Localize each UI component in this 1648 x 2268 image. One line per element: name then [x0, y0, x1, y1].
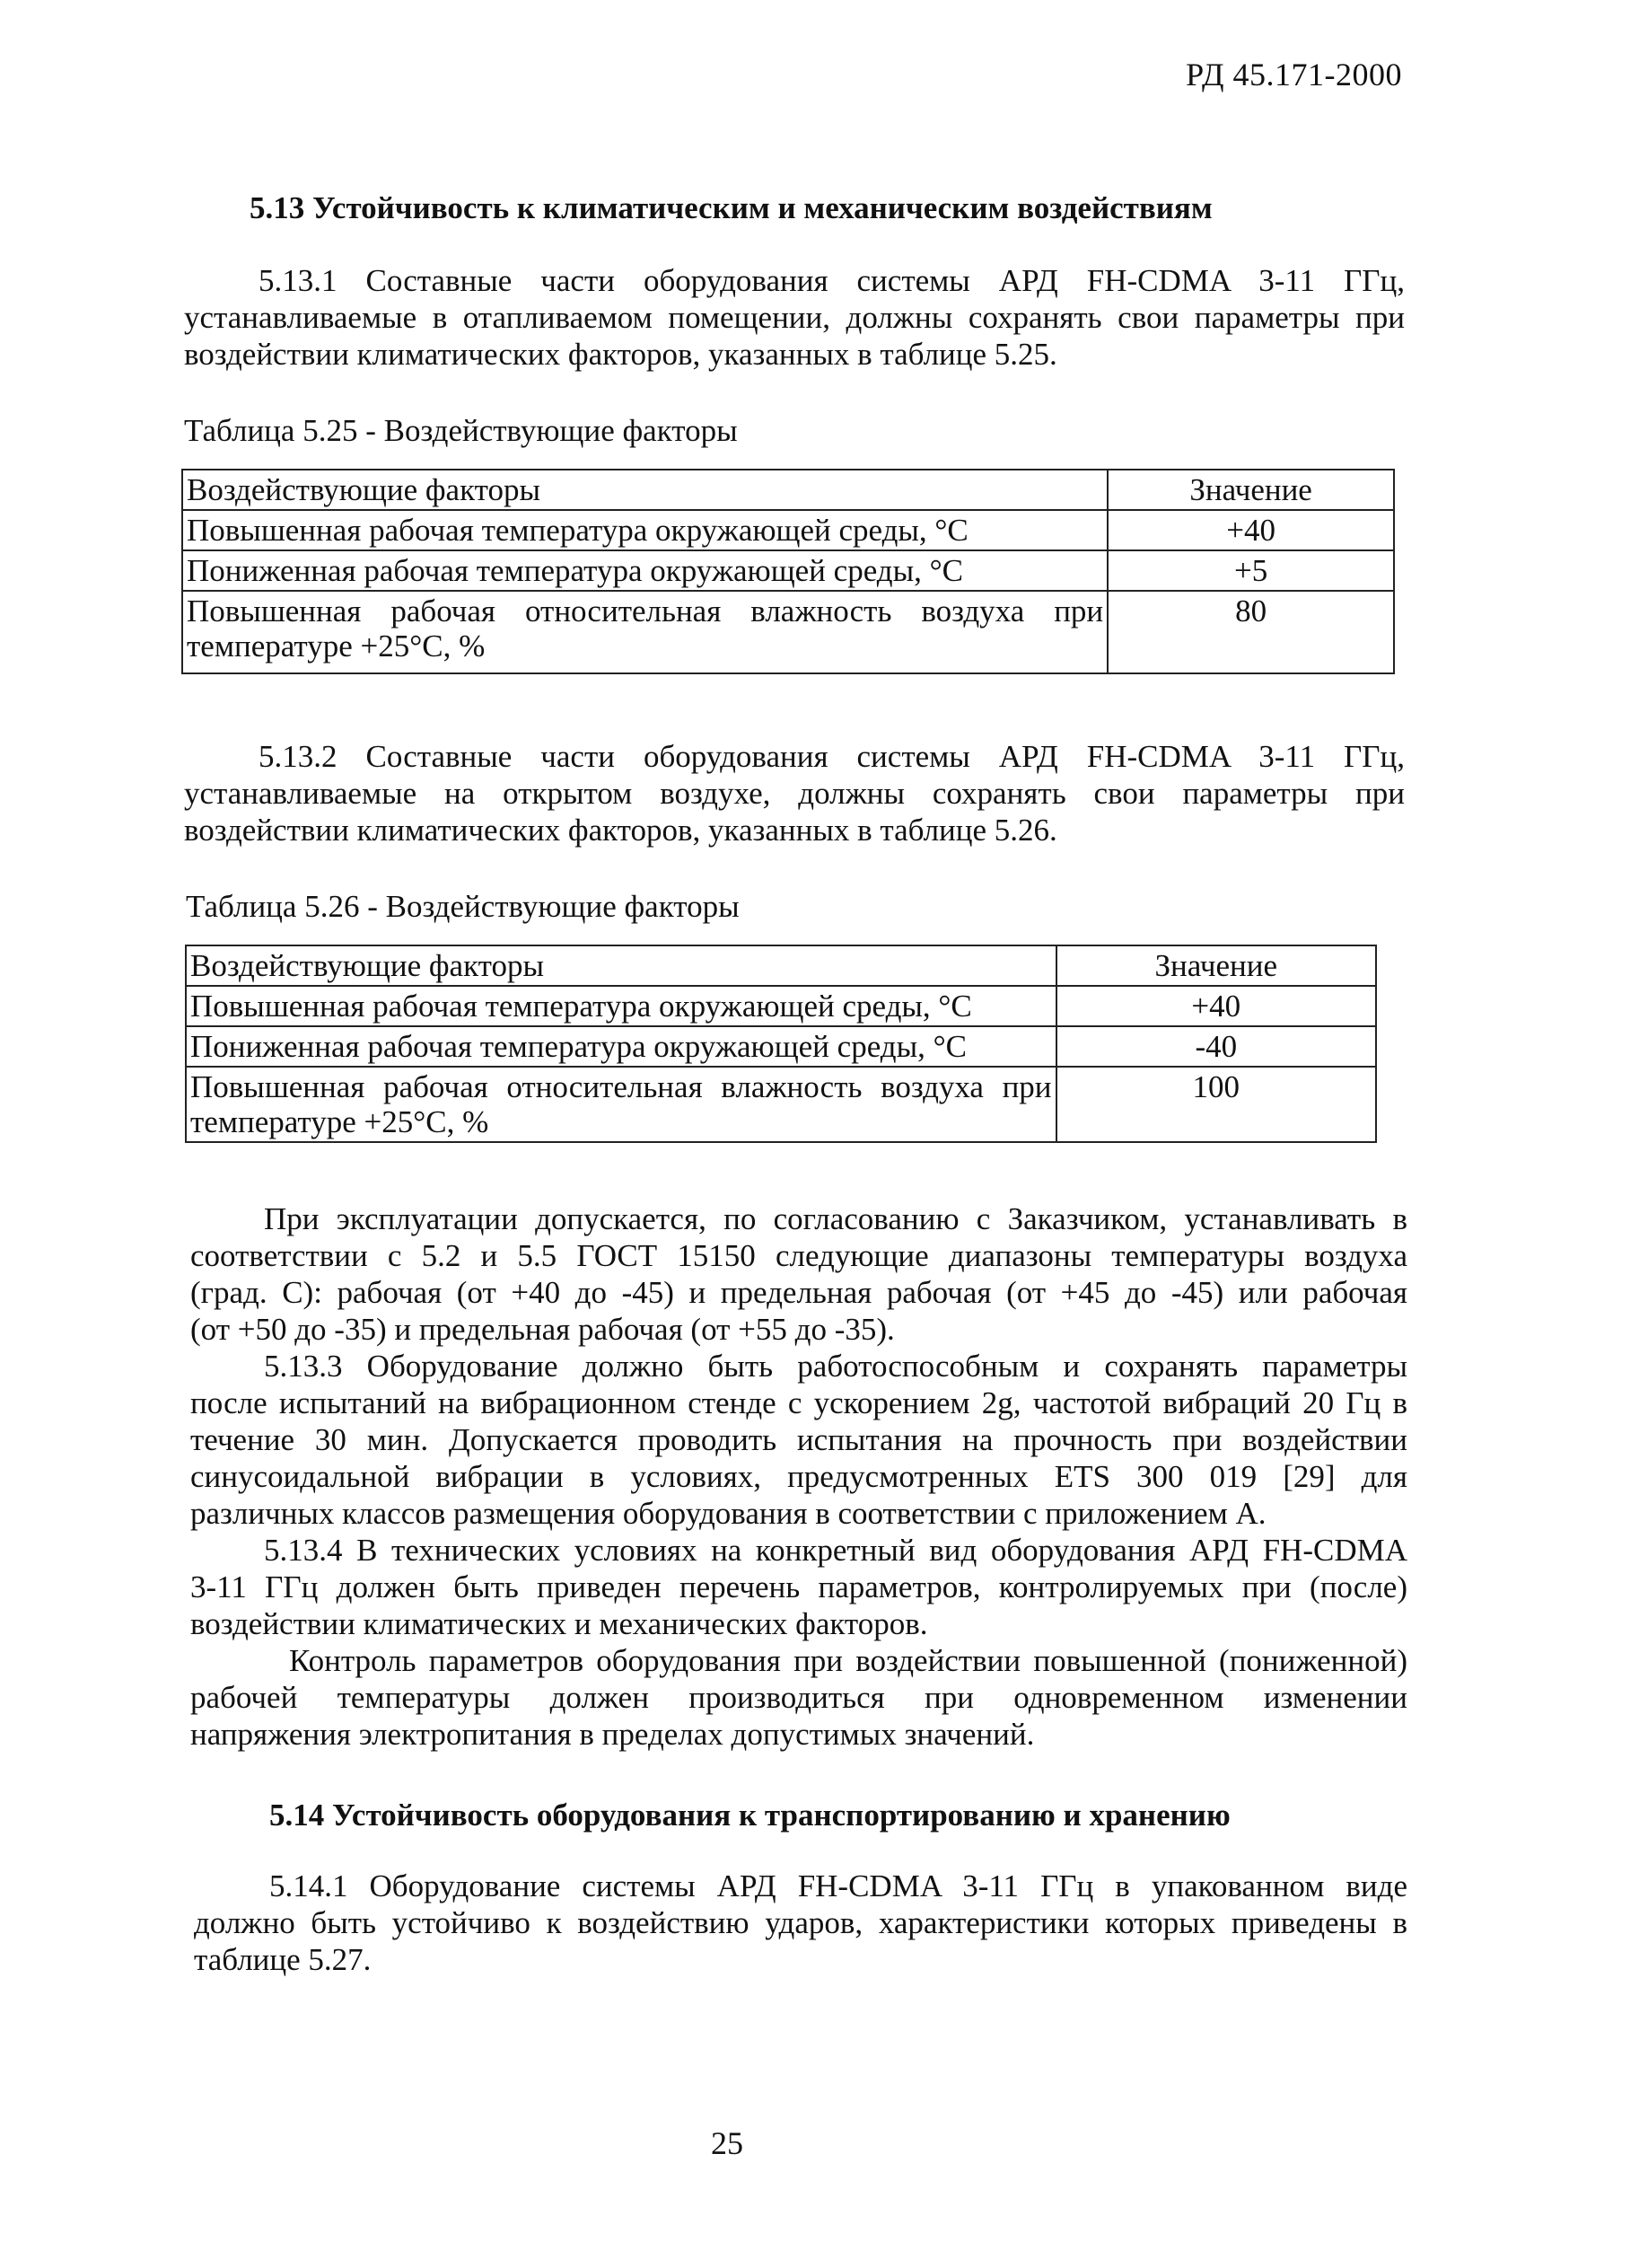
value-cell: +40: [1056, 986, 1376, 1026]
header-cell-factor: Воздействующие факторы: [186, 945, 1056, 986]
value-cell: 100: [1056, 1067, 1376, 1142]
factor-cell: Повышенная рабочая температура окружающей среды, °С: [186, 986, 1056, 1026]
paragraph-line: соответствии с 5.2 и 5.5 ГОСТ 15150 следующие диапазоны температуры воздуха: [190, 1238, 1407, 1273]
header-cell-value: Значение: [1108, 470, 1394, 510]
paragraph-line: При эксплуатации допускается, по согласованию с Заказчиком, устанавливать в: [264, 1201, 1407, 1236]
table-5-25: [181, 469, 1395, 674]
factor-line: Повышенная рабочая относительная влажность воздуха при: [190, 1069, 1052, 1104]
paragraph-line: 5.13.2 Составные части оборудования системы АРД FH-CDMA 3-11 ГГц,: [259, 739, 1405, 774]
document-code: РД 45.171-2000: [1186, 57, 1402, 92]
paragraph-line: (от +50 до -35) и предельная рабочая (от +55 до -35).: [190, 1312, 895, 1347]
value-cell: +40: [1108, 510, 1394, 550]
paragraph-5-13-4: [190, 1532, 1407, 1642]
paragraph-line: 5.13.3 Оборудование должно быть работоспособным и сохранять параметры: [264, 1349, 1407, 1384]
paragraph-line: напряжения электропитания в пределах допустимых значений.: [190, 1717, 1035, 1752]
paragraph-5-13-1: [184, 262, 1405, 373]
value-cell: +5: [1108, 550, 1394, 591]
paragraph-line: должно быть устойчиво к воздействию ударов, характеристики которых приведены в: [194, 1905, 1407, 1940]
paragraph-5-13-3: [190, 1348, 1407, 1532]
table-row: [182, 510, 1394, 550]
paragraph-line: воздействии климатических факторов, указанных в таблице 5.25.: [184, 337, 1057, 372]
paragraph-control: [190, 1642, 1407, 1753]
paragraph-line: течение 30 мин. Допускается проводить испытания на прочность при воздействии: [190, 1422, 1407, 1457]
factor-cell: [186, 1067, 1056, 1142]
paragraph-line: таблице 5.27.: [194, 1942, 372, 1977]
section-5-13-heading: 5.13 Устойчивость к климатическим и механическим воздействиям: [250, 190, 1213, 225]
factor-cell: Пониженная рабочая температура окружающей среды, °С: [186, 1026, 1056, 1067]
header-cell-factor: Воздействующие факторы: [182, 470, 1108, 510]
table-header-row: [186, 945, 1376, 986]
table-row: [186, 1026, 1376, 1067]
table-5-26-caption: Таблица 5.26 - Воздействующие факторы: [186, 889, 740, 924]
paragraph-line: Контроль параметров оборудования при воздействии повышенной (пониженной): [289, 1643, 1407, 1678]
paragraph-line: 5.13.4 В технических условиях на конкретный вид оборудования АРД FH-CDMA: [264, 1533, 1407, 1568]
paragraph-line: устанавливаемые на открытом воздухе, должны сохранять свои параметры при: [184, 776, 1405, 811]
factor-line: температуре +25°С, %: [187, 629, 486, 664]
factor-line: температуре +25°С, %: [190, 1104, 489, 1139]
paragraph-operation-ranges: [190, 1200, 1407, 1348]
paragraph-line: 5.14.1 Оборудование системы АРД FH-CDMA 3-11 ГГц в упакованном виде: [269, 1868, 1407, 1903]
table-5-26: [185, 945, 1377, 1143]
paragraph-line: рабочей температуры должен производиться при одновременном изменении: [190, 1680, 1407, 1715]
table-row: [182, 550, 1394, 591]
factor-line: Повышенная рабочая относительная влажность воздуха при: [187, 593, 1104, 629]
paragraph-line: синусоидальной вибрации в условиях, предусмотренных ETS 300 019 [29] для: [190, 1459, 1407, 1494]
table-5-25-caption: Таблица 5.25 - Воздействующие факторы: [184, 413, 738, 448]
factor-cell: Пониженная рабочая температура окружающей среды, °С: [182, 550, 1108, 591]
table-header-row: [182, 470, 1394, 510]
value-cell: -40: [1056, 1026, 1376, 1067]
table-row: [186, 1067, 1376, 1142]
paragraph-5-13-2: [184, 738, 1405, 848]
table-row: [182, 591, 1394, 673]
header-cell-value: Значение: [1056, 945, 1376, 986]
factor-cell: [182, 591, 1108, 673]
paragraph-line: (град. С): рабочая (от +40 до -45) и предельная рабочая (от +45 до -45) или рабочая: [190, 1275, 1407, 1310]
paragraph-line: воздействии климатических факторов, указанных в таблице 5.26.: [184, 813, 1057, 848]
paragraph-line: 3-11 ГГц должен быть приведен перечень параметров, контролируемых при (после): [190, 1569, 1407, 1604]
paragraph-line: различных классов размещения оборудования в соответствии с приложением А.: [190, 1496, 1267, 1531]
paragraph-line: 5.13.1 Составные части оборудования системы АРД FH-CDMA 3-11 ГГц,: [259, 263, 1405, 298]
section-5-14-heading: 5.14 Устойчивость оборудования к транспортированию и хранению: [269, 1798, 1231, 1833]
factor-cell: Повышенная рабочая температура окружающей среды, °С: [182, 510, 1108, 550]
table-row: [186, 986, 1376, 1026]
paragraph-line: после испытаний на вибрационном стенде с ускорением 2g, частотой вибраций 20 Гц в: [190, 1385, 1407, 1420]
paragraph-line: устанавливаемые в отапливаемом помещении, должны сохранять свои параметры при: [184, 300, 1405, 335]
page-number: 25: [711, 2125, 743, 2161]
paragraph-line: воздействии климатических и механических факторов.: [190, 1606, 928, 1641]
paragraph-5-14-1: [194, 1868, 1407, 1978]
value-cell: 80: [1108, 591, 1394, 673]
